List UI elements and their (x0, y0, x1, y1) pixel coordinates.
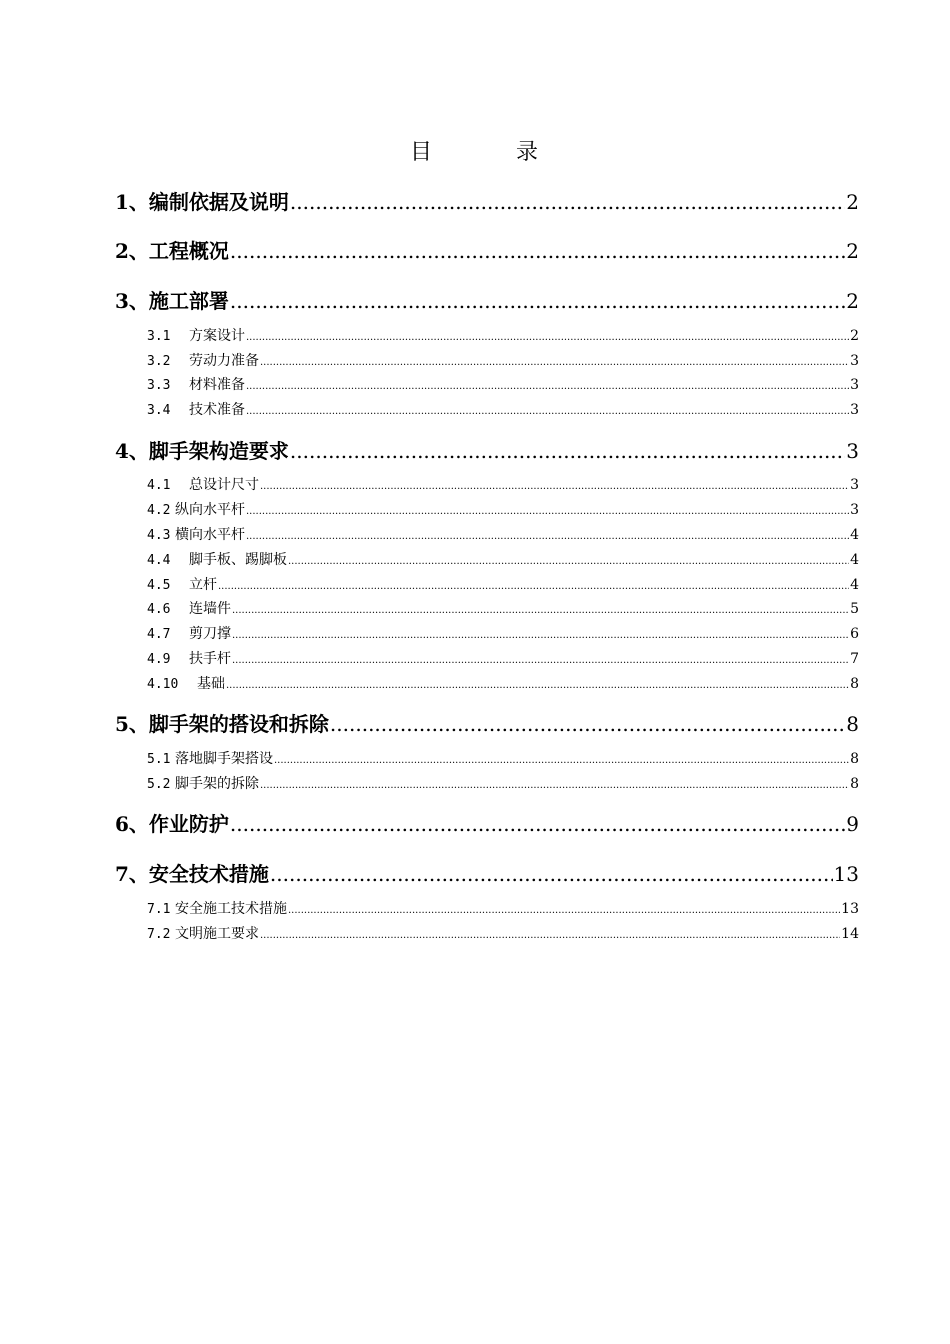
toc-entry-number: 4.5 (147, 578, 171, 593)
toc-leader (230, 239, 845, 263)
toc-entry-3[interactable] (115, 285, 859, 315)
toc-entry-number: 3.4 (147, 403, 171, 418)
toc-entry-label: 剪刀撑 (189, 626, 231, 642)
toc-entry-page: 2 (846, 289, 859, 313)
toc-leader (330, 712, 845, 736)
toc-entry-7[interactable] (115, 858, 859, 888)
toc-entry-page: 2 (846, 239, 859, 263)
toc-entry-label: 劳动力准备 (189, 353, 259, 369)
toc-entry-page: 8 (850, 776, 859, 792)
toc-entry-label: 连墙件 (189, 601, 231, 617)
toc-entry-label: 落地脚手架搭设 (175, 751, 273, 767)
toc-leader (246, 406, 849, 417)
toc-entry-4[interactable] (115, 435, 859, 465)
toc-entry-label: 2、工程概况 (115, 239, 229, 263)
toc-entry-5[interactable] (115, 708, 859, 738)
toc-leader (246, 531, 849, 542)
toc-entry-page: 13 (841, 901, 859, 917)
toc-entry-page: 4 (850, 552, 859, 568)
toc-entry-number: 4.4 (147, 553, 171, 568)
toc-entry-page: 3 (846, 439, 859, 463)
toc-entry-7-1[interactable] (147, 898, 859, 918)
toc-entry-page: 5 (850, 601, 859, 617)
toc-entry-6[interactable] (115, 808, 859, 838)
toc-entry-3-4[interactable] (147, 399, 859, 419)
toc-entry-3-1[interactable] (147, 325, 859, 345)
toc-leader (246, 332, 849, 343)
toc-entry-label: 脚手架的拆除 (175, 776, 259, 792)
toc-entry-label: 材料准备 (189, 377, 245, 393)
toc-entry-4-9[interactable] (147, 648, 859, 668)
toc-entry-4-2[interactable] (147, 499, 859, 519)
toc-entry-5-1[interactable] (147, 748, 859, 768)
toc-entry-page: 13 (833, 862, 859, 886)
toc-title-right: 录 (516, 140, 541, 165)
toc-entry-4-3[interactable] (147, 524, 859, 544)
toc-entry-page: 3 (850, 402, 859, 418)
toc-entry-number: 4.6 (147, 602, 171, 617)
toc-entry-page: 3 (850, 353, 859, 369)
toc-leader (260, 780, 849, 791)
toc-leader (260, 930, 840, 941)
toc-entry-page: 3 (850, 377, 859, 393)
toc-entry-label: 7、安全技术措施 (115, 862, 269, 886)
toc-leader (274, 755, 849, 766)
toc-entry-page: 9 (846, 812, 859, 836)
toc-leader (230, 812, 845, 836)
toc-entry-page: 3 (850, 502, 859, 518)
toc-entry-label: 4、脚手架构造要求 (115, 439, 289, 463)
toc-entry-label: 安全施工技术措施 (175, 901, 287, 917)
toc-title (0, 135, 950, 166)
toc-entry-label: 脚手板、踢脚板 (189, 552, 287, 568)
toc-entry-number: 3.3 (147, 378, 171, 393)
toc-entry-label: 文明施工要求 (175, 926, 259, 942)
toc-entry-5-2[interactable] (147, 773, 859, 793)
toc-entry-page: 3 (850, 477, 859, 493)
toc-entry-number: 4.7 (147, 627, 171, 642)
toc-entry-label: 总设计尺寸 (189, 477, 259, 493)
toc-entry-4-7[interactable] (147, 623, 859, 643)
toc-leader (246, 381, 849, 392)
toc-leader (290, 439, 845, 463)
toc-leader (246, 506, 849, 517)
toc-entry-7-2[interactable] (147, 923, 859, 943)
toc-entry-3-3[interactable] (147, 374, 859, 394)
toc-entry-number: 7.2 (147, 927, 171, 942)
toc-entry-label: 技术准备 (189, 402, 245, 418)
toc-leader (218, 581, 849, 592)
toc-entry-page: 4 (850, 577, 859, 593)
toc-entry-1[interactable] (115, 186, 859, 216)
toc-entry-4-4[interactable] (147, 549, 859, 569)
toc-entry-number: 4.3 (147, 528, 171, 543)
toc-entry-page: 7 (850, 651, 859, 667)
toc-entry-number: 7.1 (147, 902, 171, 917)
toc-entry-label: 横向水平杆 (175, 527, 245, 543)
toc-entry-page: 6 (850, 626, 859, 642)
toc-entry-4-10[interactable] (147, 673, 859, 693)
toc-entry-label: 纵向水平杆 (175, 502, 245, 518)
toc-entry-number: 5.2 (147, 777, 171, 792)
toc-entry-label: 5、脚手架的搭设和拆除 (115, 712, 329, 736)
toc-leader (230, 289, 845, 313)
toc-leader (232, 630, 849, 641)
toc-leader (232, 655, 849, 666)
toc-entry-3-2[interactable] (147, 350, 859, 370)
toc-entry-label: 6、作业防护 (115, 812, 229, 836)
toc-entry-page: 4 (850, 527, 859, 543)
toc-leader (232, 605, 849, 616)
toc-entry-label: 基础 (197, 676, 225, 692)
toc-entry-label: 方案设计 (189, 328, 245, 344)
toc-leader (260, 481, 849, 492)
toc-title-left: 目 (409, 140, 434, 165)
toc-entry-page: 14 (841, 926, 859, 942)
toc-entry-4-1[interactable] (147, 474, 859, 494)
toc-entry-number: 3.2 (147, 354, 171, 369)
toc-entry-label: 3、施工部署 (115, 289, 229, 313)
toc-entry-4-5[interactable] (147, 574, 859, 594)
toc-leader (270, 862, 833, 886)
toc-entry-page: 8 (850, 751, 859, 767)
toc-leader (288, 905, 840, 916)
toc-entry-label: 立杆 (189, 577, 217, 593)
toc-leader (260, 357, 849, 368)
toc-entry-number: 4.10 (147, 677, 179, 692)
toc-entry-label: 扶手杆 (189, 651, 231, 667)
toc-entry-page: 8 (846, 712, 859, 736)
toc-leader (226, 680, 849, 691)
toc-entry-4-6[interactable] (147, 598, 859, 618)
toc-entry-page: 2 (850, 328, 859, 344)
toc-entry-number: 3.1 (147, 329, 171, 344)
toc-entry-label: 1、编制依据及说明 (115, 190, 289, 214)
toc-leader (290, 190, 845, 214)
toc-entry-2[interactable] (115, 235, 859, 265)
toc-leader (288, 556, 849, 567)
toc-entry-number: 4.2 (147, 503, 171, 518)
toc-entry-page: 8 (850, 676, 859, 692)
toc-entry-number: 4.9 (147, 652, 171, 667)
toc-entry-page: 2 (846, 190, 859, 214)
toc-entry-number: 4.1 (147, 478, 171, 493)
toc-entry-number: 5.1 (147, 752, 171, 767)
